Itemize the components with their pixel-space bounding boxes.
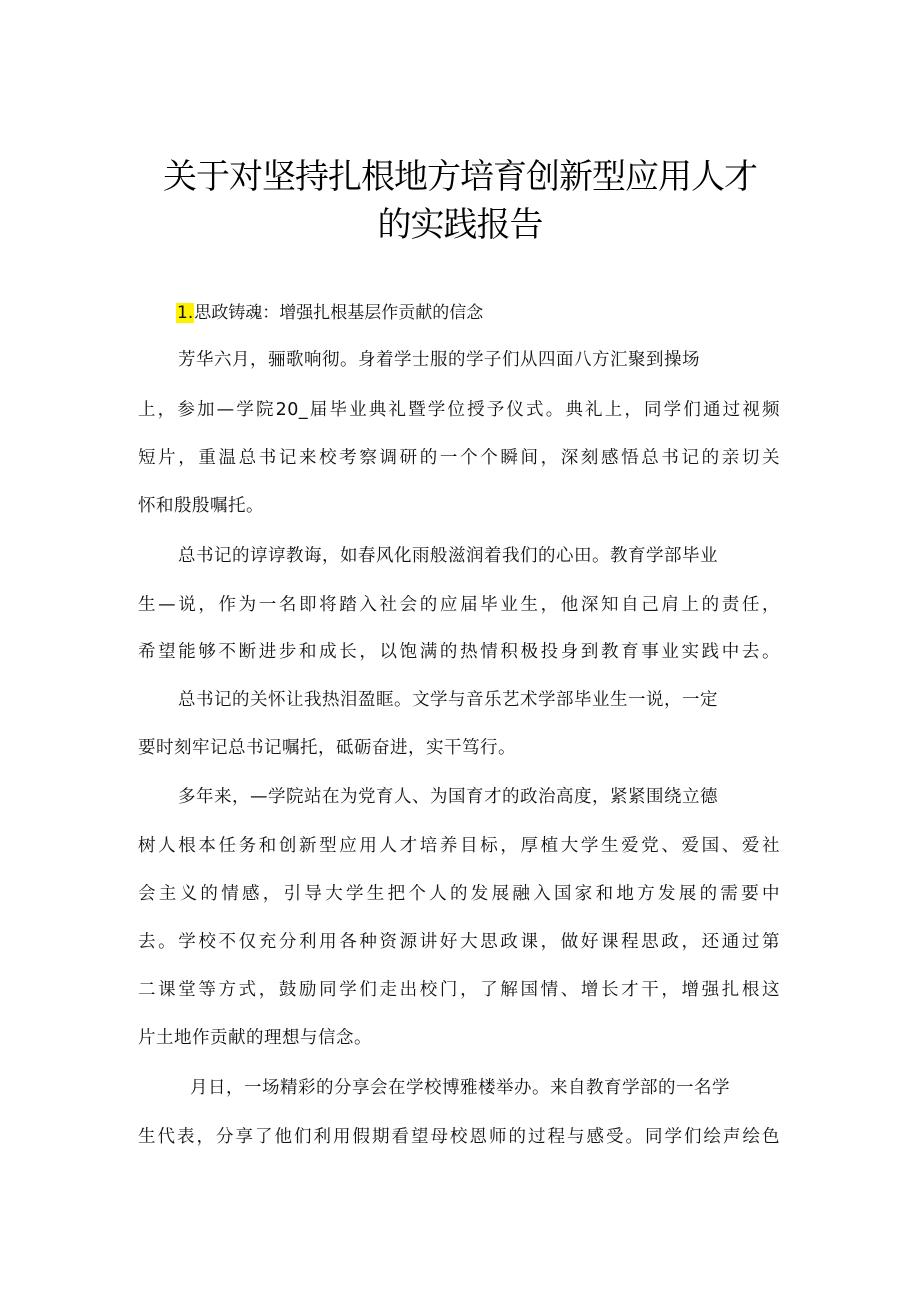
- paragraph-line: 芳华六月，骊歌响彻。身着学士服的学子们从四面八方汇聚到操场: [178, 350, 700, 370]
- paragraph-line: 多年来，—学院站在为党育人、为国育才的政治高度，紧紧围绕立德: [178, 787, 718, 807]
- paragraph-line: 片土地作贡献的理想与信念。: [138, 1028, 372, 1048]
- paragraph-line: 生—说，作为一名即将踏入社会的应届毕业生，他深知自己肩上的责任，: [138, 595, 780, 615]
- paragraph-line: 会主义的情感，引导大学生把个人的发展融入国家和地方发展的需要中: [138, 884, 780, 904]
- paragraph-line: 要时刻牢记总书记嘱托，砥砺奋进，实干笃行。: [138, 738, 516, 758]
- paragraph-line: 希望能够不断进步和成长，以饱满的热情积极投身到教育事业实践中去。: [138, 642, 780, 662]
- paragraph-line: 二课堂等方式，鼓励同学们走出校门，了解国情、增长才干，增强扎根这: [138, 980, 780, 1000]
- paragraph-line: 月日，一场精彩的分享会在学校博雅楼举办。来自教育学部的一名学: [190, 1078, 730, 1098]
- paragraph-line: 怀和殷殷嘱托。: [138, 496, 264, 516]
- document-title-line-2: 的实践报告: [377, 205, 543, 245]
- section-number-highlight: 1.: [177, 303, 194, 323]
- paragraph-line: 生代表，分享了他们利用假期看望母校恩师的过程与感受。同学们绘声绘色: [138, 1127, 780, 1147]
- paragraph-line: 树人根本任务和创新型应用人才培养目标，厚植大学生爱党、爱国、爱社: [138, 836, 780, 856]
- paragraph-line: 短片，重温总书记来校考察调研的一个个瞬间，深刻感悟总书记的亲切关: [138, 448, 780, 468]
- paragraph-line: 总书记的谆谆教诲，如春风化雨般滋润着我们的心田。教育学部毕业: [178, 546, 718, 566]
- paragraph-line: 总书记的关怀让我热泪盈眶。文学与音乐艺术学部毕业生一说，一定: [178, 690, 718, 710]
- paragraph-line: 去。学校不仅充分利用各种资源讲好大思政课，做好课程思政，还通过第: [138, 932, 780, 952]
- document-title-line-1: 关于对坚持扎根地方培育创新型应用人才: [163, 157, 757, 197]
- section-heading-text: 思政铸魂：增强扎根基层作贡献的信念: [194, 303, 484, 323]
- section-heading: [176, 298, 483, 328]
- paragraph-line: 上，参加—学院20_届毕业典礼暨学位授予仪式。典礼上，同学们通过视频: [138, 400, 780, 420]
